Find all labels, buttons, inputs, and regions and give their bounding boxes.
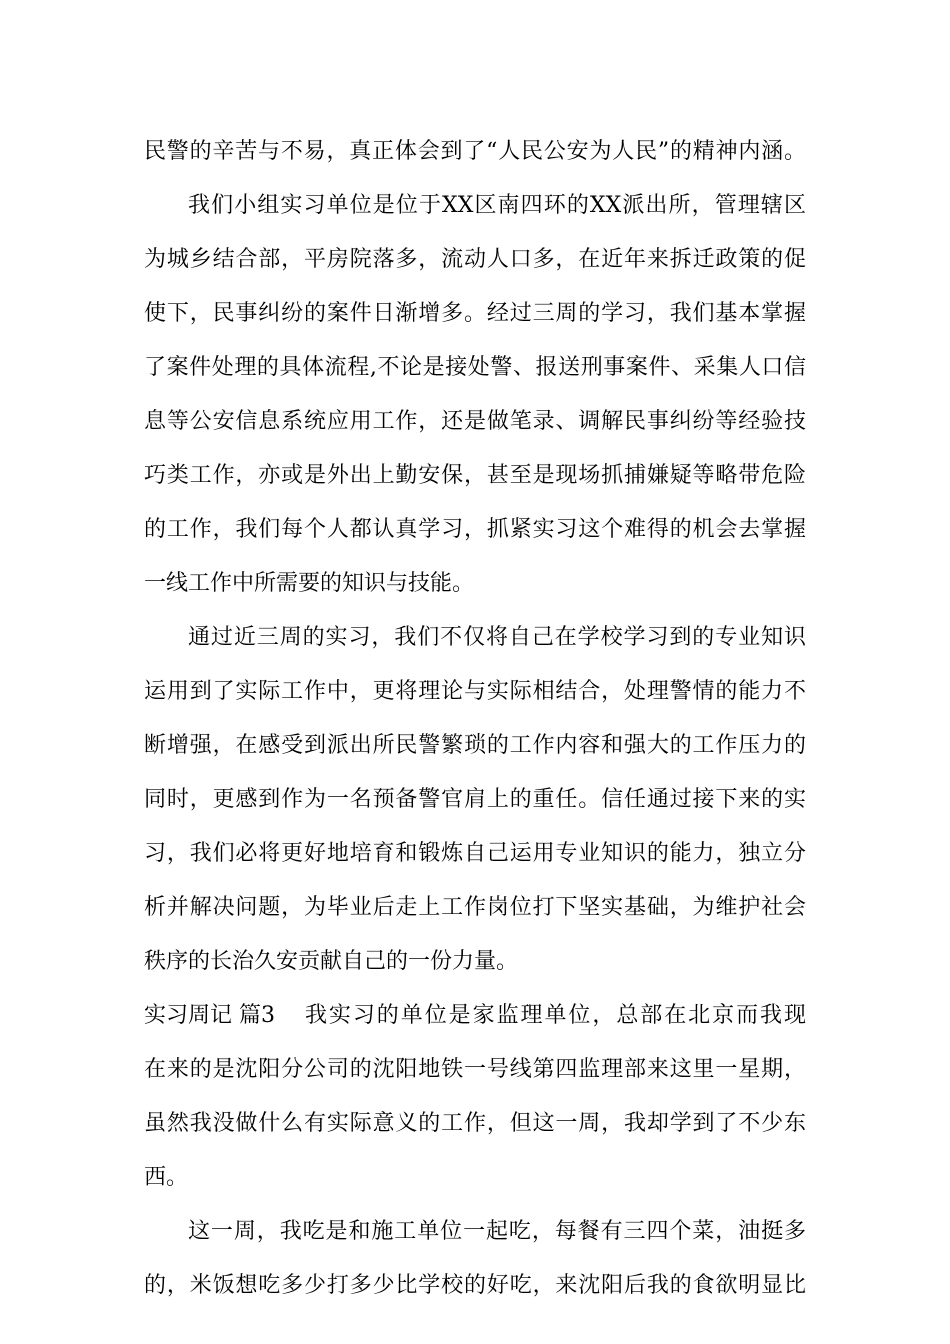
- text-line: 秩序的长治久安贡献自己的一份力量。: [144, 949, 519, 974]
- text-line: 析并解决问题，为毕业后走上工作岗位打下坚实基础，为维护社会: [144, 895, 806, 920]
- text-line: 运用到了实际工作中，更将理论与实际相结合，处理警情的能力不: [144, 679, 806, 704]
- section-heading-line: [144, 989, 806, 1043]
- text-line: 这一周，我吃是和施工单位一起吃，每餐有三四个菜，油挺多: [188, 1219, 806, 1244]
- text-line: 一线工作中所需要的知识与技能。: [144, 571, 475, 596]
- text-line: 使下，民事纠纷的案件日渐增多。经过三周的学习，我们基本掌握: [144, 301, 806, 326]
- text-line: 我实习的单位是家监理单位，总部在北京而我现: [303, 1003, 806, 1028]
- text-line: 的工作，我们每个人都认真学习，抓紧实习这个难得的机会去掌握: [144, 517, 806, 542]
- text-line: 息等公安信息系统应用工作，还是做笔录、调解民事纠纷等经验技: [144, 409, 806, 434]
- text-line: 巧类工作，亦或是外出上勤安保，甚至是现场抓捕嫌疑等略带危险: [144, 463, 806, 488]
- text-line: 民警的辛苦与不易，真正体会到了“人民公安为人民”的精神内涵。: [144, 139, 806, 164]
- text-line: 断增强，在感受到派出所民警繁琐的工作内容和强大的工作压力的: [144, 733, 806, 758]
- section-heading: 实习周记 篇3: [144, 1003, 275, 1028]
- text-line: 通过近三周的实习，我们不仅将自己在学校学习到的专业知识: [188, 625, 806, 650]
- text-line: 同时，更感到作为一名预备警官肩上的重任。信任通过接下来的实: [144, 787, 806, 812]
- text-line: 西。: [144, 1165, 189, 1190]
- text-line: 虽然我没做什么有实际意义的工作，但这一周，我却学到了不少东: [144, 1111, 806, 1136]
- text-line: 在来的是沈阳分公司的沈阳地铁一号线第四监理部来这里一星期，: [144, 1057, 806, 1082]
- text-line: 习，我们必将更好地培育和锻炼自己运用专业知识的能力，独立分: [144, 841, 806, 866]
- text-line: 了案件处理的具体流程,不论是接处警、报送刑事案件、采集人口信: [144, 355, 806, 380]
- text-line: 我们小组实习单位是位于XX区南四环的XX派出所，管理辖区: [188, 193, 806, 218]
- text-line: 为城乡结合部，平房院落多，流动人口多，在近年来拆迁政策的促: [144, 247, 806, 272]
- text-line: 的，米饭想吃多少打多少比学校的好吃，来沈阳后我的食欲明显比: [144, 1273, 806, 1298]
- document-body: [144, 125, 806, 1313]
